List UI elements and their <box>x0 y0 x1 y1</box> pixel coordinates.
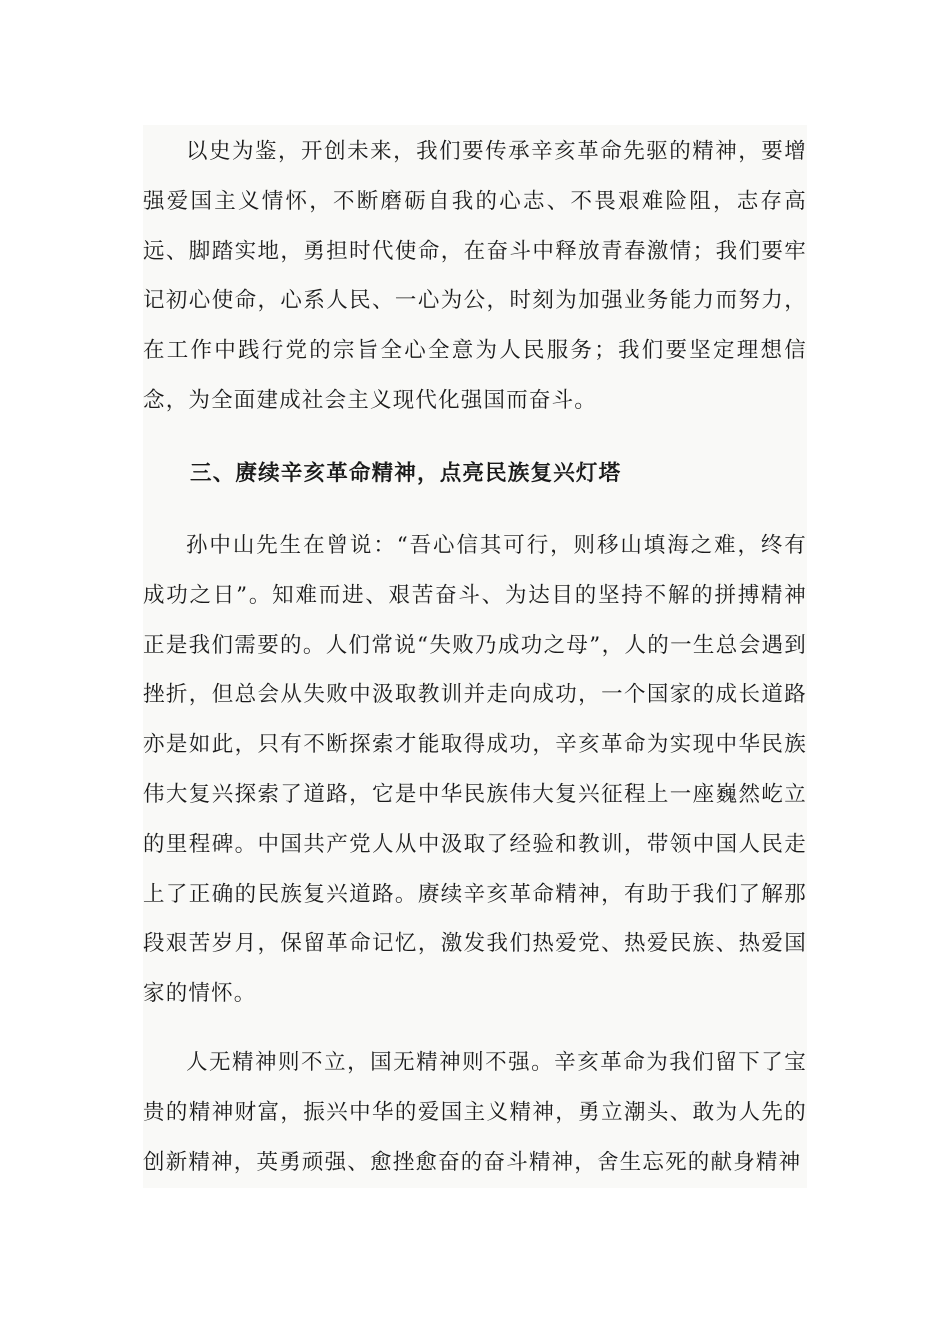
document-text-area <box>143 125 807 1188</box>
section-heading-3: 三、赓续辛亥革命精神，点亮民族复兴灯塔 <box>190 461 622 486</box>
paragraph-2: 孙中山先生在曾说：“吾心信其可行，则移山填海之难，终有成功之日”。知难而进、艰苦奋斗、为达目的坚持不解的拼搏精神正是我们需要的。人们常说“失败乃成功之母”，人的一生总会遇到挫折，但总会从失败中汲取教训并走向成功，一个国家的成长道路亦是如此，只有不断探索才能取得成功，辛亥革命为实现中华民族伟大复兴探索了道路，它是中华民族伟大复兴征程上一座巍然屹立的里程碑。中国共产党人从中汲取了经验和教训，带领中国人民走上了正确的民族复兴道路。赓续辛亥革命精神，有助于我们了解那段艰苦岁月，保留革命记忆，激发我们热爱党、热爱民族、热爱国家的情怀。 <box>143 533 807 1007</box>
paragraph-1: 以史为鉴，开创未来，我们要传承辛亥革命先驱的精神，要增强爱国主义情怀，不断磨砺自我的心志、不畏艰难险阻，志存高远、脚踏实地，勇担时代使命，在奋斗中释放青春激情；我们要牢记初心使命，心系人民、一心为公，时刻为加强业务能力而努力，在工作中践行党的宗旨全心全意为人民服务；我们要坚定理想信念，为全面建成社会主义现代化强国而奋斗。 <box>143 139 807 413</box>
paragraph-3: 人无精神则不立，国无精神则不强。辛亥革命为我们留下了宝贵的精神财富，振兴中华的爱国主义精神，勇立潮头、敢为人先的创新精神，英勇顽强、愈挫愈奋的奋斗精神，舍生忘死的献身精神 <box>143 1050 807 1175</box>
